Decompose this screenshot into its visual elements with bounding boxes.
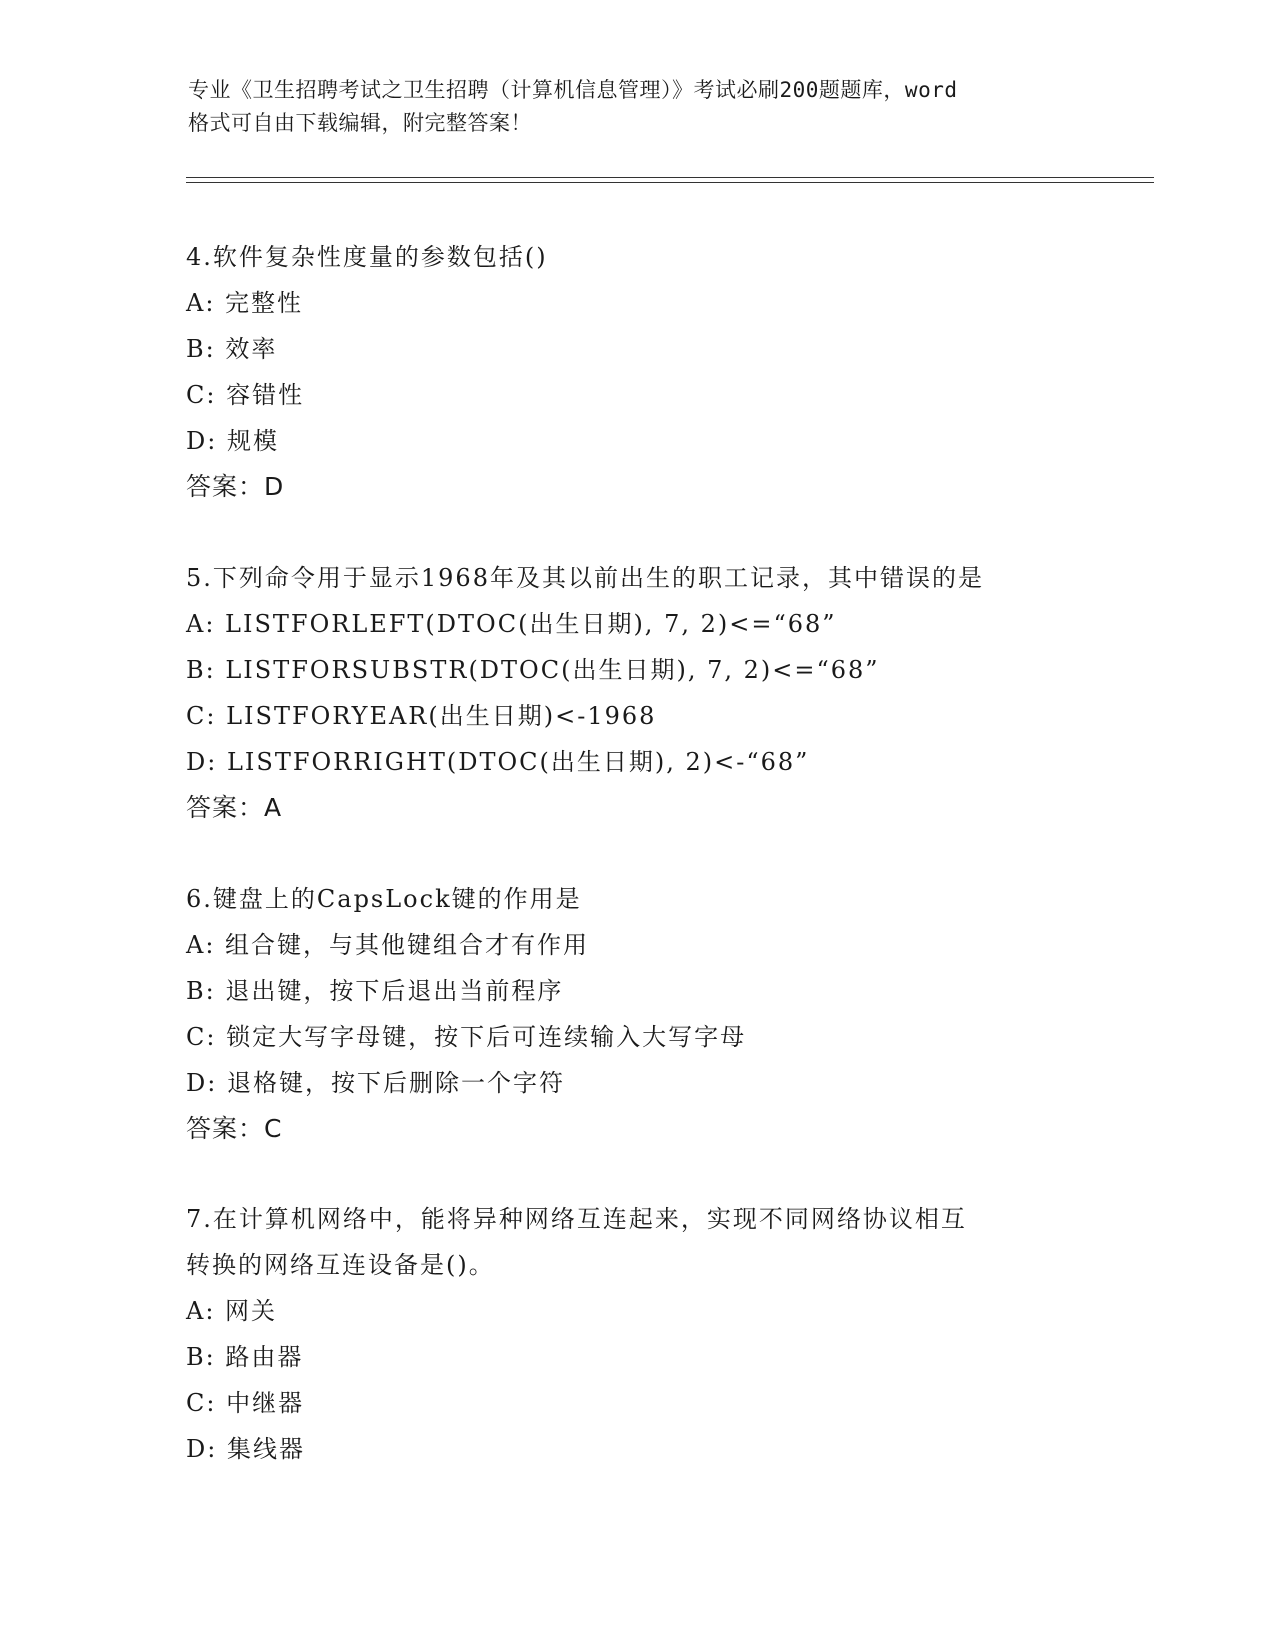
option-c: C: LISTFORYEAR(出生日期)<-1968: [186, 702, 657, 730]
question-stem: 6.键盘上的CapsLock键的作用是: [186, 885, 582, 913]
question-stem: 5.下列命令用于显示1968年及其以前出生的职工记录，其中错误的是: [186, 564, 984, 592]
question-6: [186, 876, 1086, 1152]
option-d: D: 退格键，按下后删除一个字符: [186, 1069, 565, 1097]
header-divider-top: [186, 177, 1154, 178]
option-b: B: 退出键，按下后退出当前程序: [186, 977, 564, 1005]
question-stem-line-2: 转换的网络互连设备是()。: [186, 1251, 495, 1279]
option-d: D: LISTFORRIGHT(DTOC(出生日期), 2)<-“68”: [186, 748, 810, 776]
option-a: A: 网关: [186, 1297, 278, 1325]
option-b: B: LISTFORSUBSTR(DTOC(出生日期), 7, 2)<=“68”: [186, 656, 880, 684]
option-d: D: 规模: [186, 427, 279, 455]
option-a: A: 组合键，与其他键组合才有作用: [186, 931, 590, 959]
question-4: [186, 234, 1086, 510]
question-7: [186, 1196, 1086, 1472]
option-c: C: 锁定大写字母键，按下后可连续输入大写字母: [186, 1023, 747, 1051]
option-c: C: 容错性: [186, 381, 305, 409]
option-c: C: 中继器: [186, 1389, 305, 1417]
answer: 答案：C: [186, 1114, 283, 1143]
header-divider-bottom: [186, 182, 1154, 183]
header-line-2: 格式可自由下载编辑，附完整答案！: [188, 111, 532, 135]
option-a: A: 完整性: [186, 289, 304, 317]
header-line-1: 专业《卫生招聘考试之卫生招聘（计算机信息管理）》考试必刷200题题库，word: [188, 78, 958, 102]
document-header: [188, 74, 1088, 140]
question-stem: 4.软件复杂性度量的参数包括(): [186, 243, 548, 271]
question-stem-line-1: 7.在计算机网络中，能将异种网络互连起来，实现不同网络协议相互: [186, 1205, 967, 1233]
option-d: D: 集线器: [186, 1435, 305, 1463]
option-a: A: LISTFORLEFT(DTOC(出生日期), 7, 2)<=“68”: [186, 610, 837, 638]
option-b: B: 效率: [186, 335, 278, 363]
answer: 答案：D: [186, 472, 285, 501]
option-b: B: 路由器: [186, 1343, 304, 1371]
question-5: [186, 555, 1086, 831]
answer: 答案：A: [186, 793, 283, 822]
